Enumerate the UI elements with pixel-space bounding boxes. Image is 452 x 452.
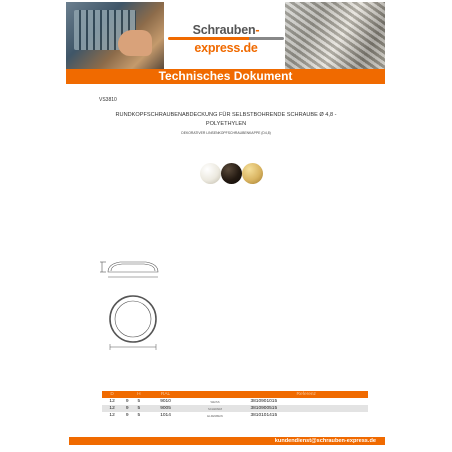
cell-color: WEISS — [210, 399, 220, 404]
table-header-row — [102, 391, 368, 398]
cell-h: 5 — [132, 405, 145, 412]
footer-email[interactable]: kundendienst@schrauben-express.de — [274, 438, 376, 444]
table-row — [102, 398, 368, 405]
side-view — [100, 262, 158, 277]
cell-b: 9 — [122, 405, 132, 412]
title-line-1: RUNDKOPFSCHRAUBENABDECKUNG FÜR SELBSTBOHRENDE SCHRAUBE Ø 4,8 - — [115, 112, 337, 118]
logo-brand: Schrauben — [192, 23, 256, 37]
spec-table — [102, 391, 368, 419]
technical-drawing — [96, 254, 171, 354]
cell-d: 12 — [109, 399, 115, 404]
logo-underline — [168, 37, 284, 40]
white-cap — [200, 163, 221, 184]
footer-bar — [69, 437, 385, 445]
col-b — [122, 391, 132, 398]
black-cap — [221, 163, 242, 184]
top-view — [110, 296, 156, 350]
workshop-photo — [66, 2, 164, 69]
table-row — [102, 405, 368, 412]
document-title — [0, 111, 452, 129]
cell-ral: 9005 — [145, 405, 185, 412]
inner-ring — [115, 301, 151, 337]
cap-inner-profile — [111, 264, 155, 271]
logo — [168, 21, 284, 55]
cell-color: ELFENBEIN — [207, 413, 223, 418]
table-row — [102, 412, 368, 419]
header-image — [66, 2, 385, 69]
document-id: VS3810 — [99, 97, 117, 103]
col-ref: Referenz — [244, 391, 368, 398]
screws-photo — [285, 2, 385, 69]
banner-title: Technisches Dokument — [66, 69, 385, 84]
beige-cap — [242, 163, 263, 184]
cell-ref: 3810101415 — [250, 413, 278, 418]
cell-d: 12 — [102, 405, 122, 412]
product-photo — [200, 163, 264, 189]
logo-accent: -express.de — [194, 23, 260, 55]
outer-ring — [110, 296, 156, 342]
cell-b: 9 — [125, 399, 129, 404]
cell-b: 9 — [125, 413, 129, 418]
screws-texture — [285, 2, 385, 69]
col-color — [186, 391, 245, 398]
cell-ral: 1014 — [160, 413, 171, 418]
cell-d: 12 — [109, 413, 115, 418]
col-h: H — [132, 391, 145, 398]
cap-profile — [108, 262, 158, 272]
cell-ral: 9010 — [160, 399, 171, 404]
cell-h: 5 — [137, 413, 141, 418]
document-subtitle: DEKORATIVER LINSENKOPFSCHRAUBENKAPPE (D4,8) — [181, 131, 271, 135]
cell-color: SCHWARZ — [186, 405, 245, 412]
cell-ref: 3810901015 — [250, 399, 278, 404]
cell-h: 5 — [137, 399, 141, 404]
cell-ref: 3810900515 — [244, 405, 368, 412]
hand — [118, 30, 152, 56]
title-line-2: POLYETHYLEN — [205, 121, 247, 127]
col-ral: RAL — [145, 391, 185, 398]
col-d: D — [102, 391, 122, 398]
